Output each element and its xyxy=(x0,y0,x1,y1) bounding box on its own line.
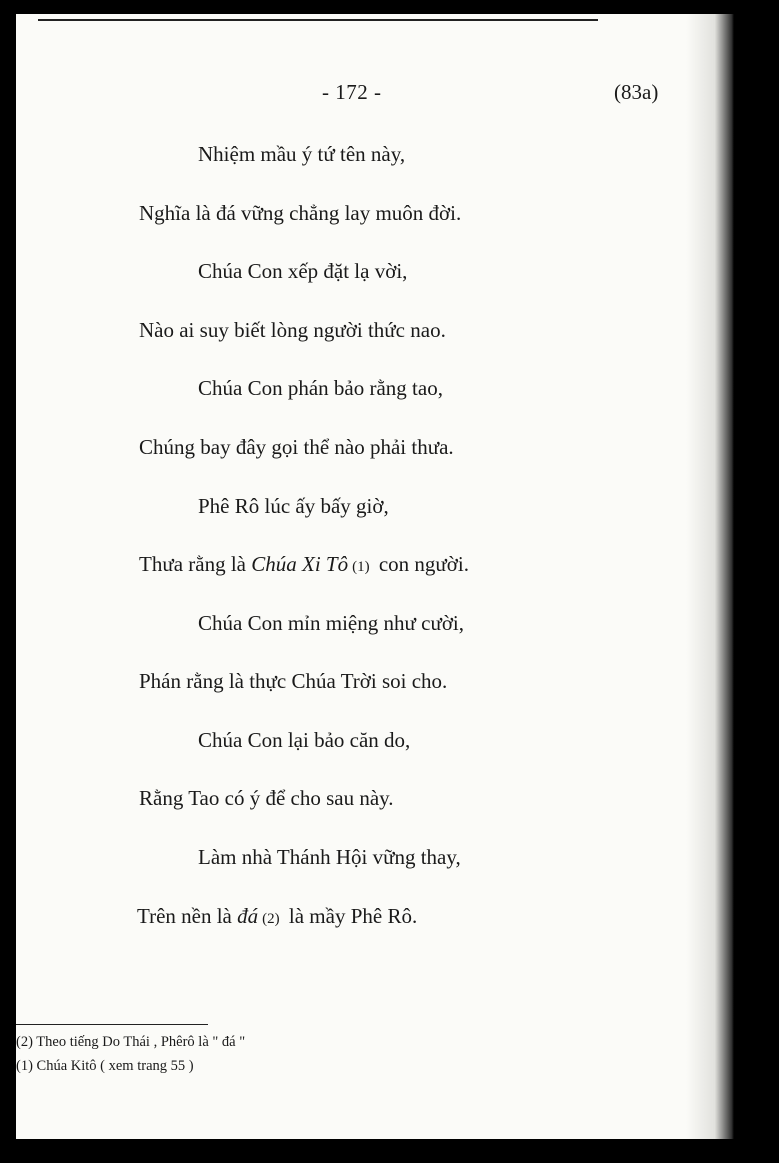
verse-text: Thưa rằng là xyxy=(139,552,252,576)
page-number: - 172 - xyxy=(322,80,382,104)
verse-line: Chúa Con mỉn miệng như cười, xyxy=(198,611,465,635)
page-reference: (83a) xyxy=(614,80,659,104)
verse-emphasis: Chúa Xi Tô xyxy=(251,552,349,576)
verse-emphasis: đá xyxy=(237,904,259,928)
top-rule xyxy=(38,19,598,21)
footnote-marker: (1) xyxy=(352,559,370,575)
verse-line: Nhiệm mầu ý tứ tên này, xyxy=(198,142,406,166)
verse-text: Trên nền là xyxy=(137,904,238,928)
book-page xyxy=(16,14,734,1139)
footnote: (1) Chúa Kitô ( xem trang 55 ) xyxy=(16,1058,194,1074)
verse-line: Chúa Con lại bảo căn do, xyxy=(198,728,411,752)
verse-line: Nào ai suy biết lòng người thức nao. xyxy=(139,318,446,342)
verse-line xyxy=(137,904,417,929)
footnote-divider xyxy=(16,1024,208,1025)
page-binding-edge xyxy=(686,14,734,1139)
verse-line: Rằng Tao có ý để cho sau này. xyxy=(139,786,394,810)
footnote: (2) Theo tiếng Do Thái , Phêrô là " đá " xyxy=(16,1034,246,1050)
verse-text: là mầy Phê Rô. xyxy=(283,904,418,928)
verse-line: Phán rằng là thực Chúa Trời soi cho. xyxy=(139,669,448,693)
verse-line: Làm nhà Thánh Hội vững thay, xyxy=(198,845,461,869)
footnote-marker: (2) xyxy=(262,911,280,927)
verse-line: Chúa Con xếp đặt lạ vời, xyxy=(198,259,408,283)
verse-line xyxy=(139,552,469,577)
verse-text: con người. xyxy=(373,552,470,576)
verse-line: Phê Rô lúc ấy bấy giờ, xyxy=(198,494,389,518)
verse-line: Chúa Con phán bảo rằng tao, xyxy=(198,376,443,400)
verse-line: Chúng bay đây gọi thể nào phải thưa. xyxy=(139,435,454,459)
verse-line: Nghĩa là đá vững chẳng lay muôn đời. xyxy=(139,201,462,225)
